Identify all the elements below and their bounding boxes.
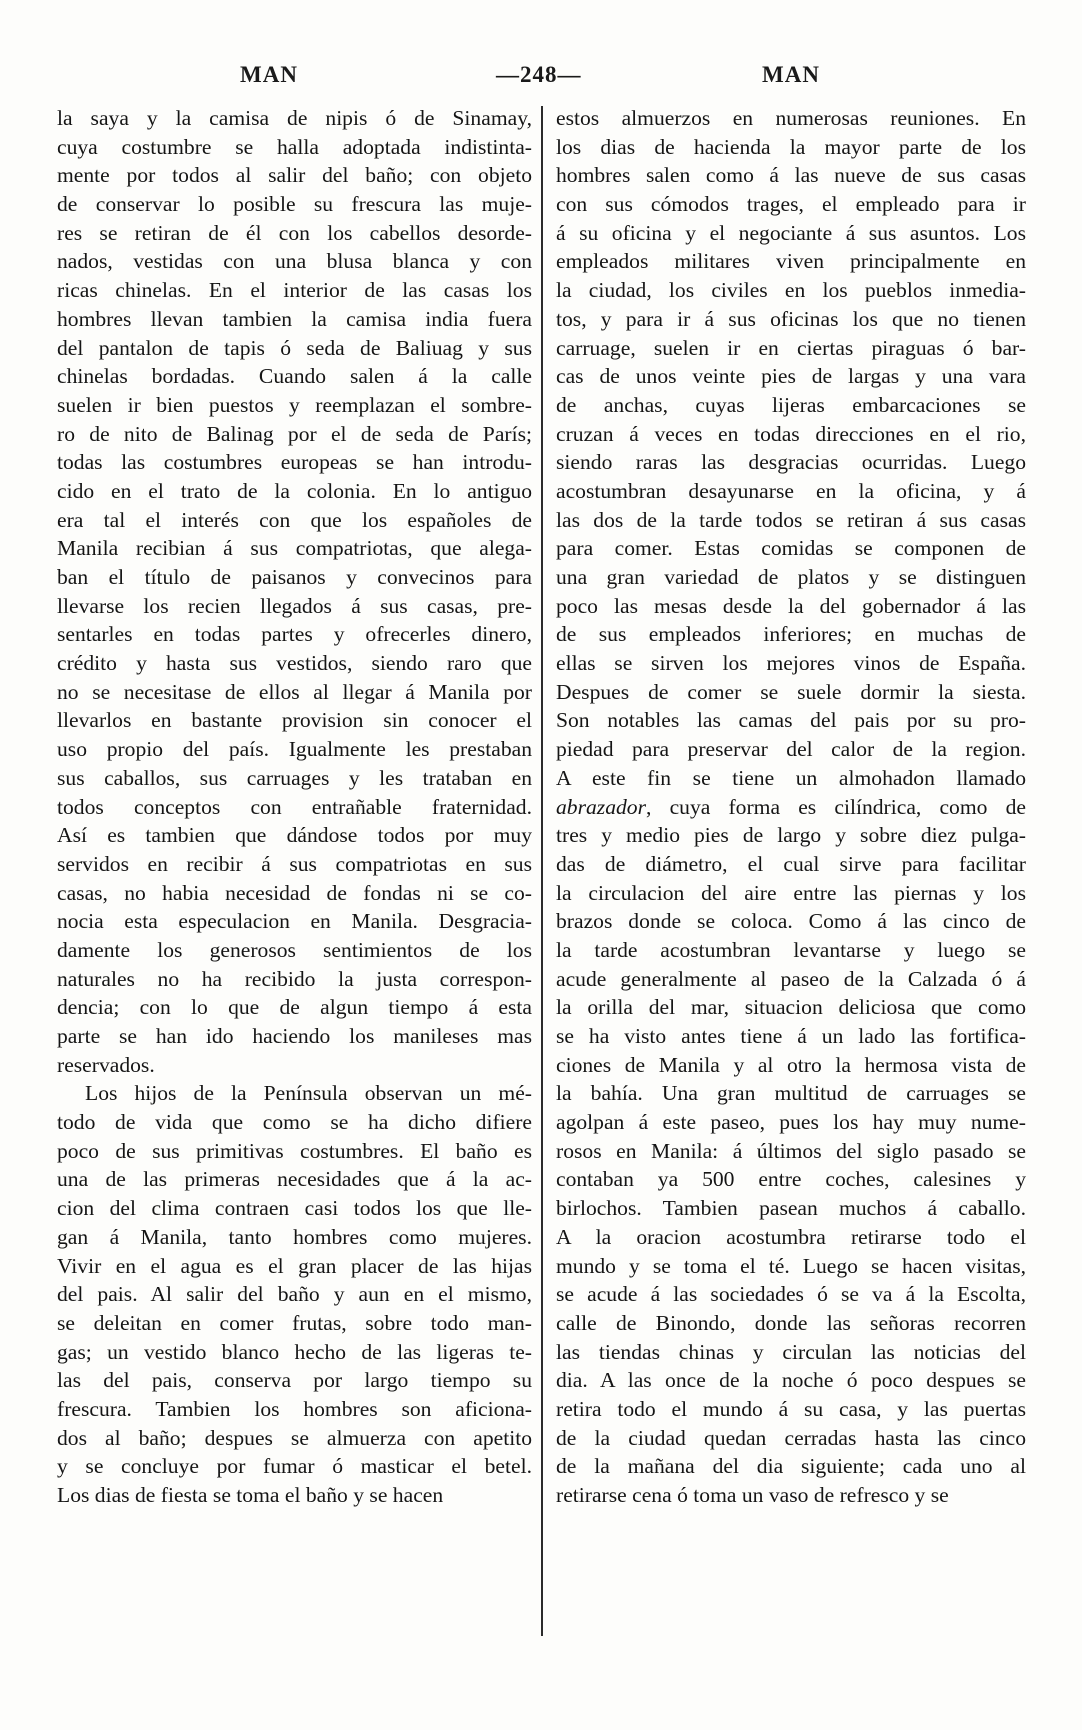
text-line: la orilla del mar, situacion deliciosa que como — [556, 995, 1026, 1020]
text-line: carruage, suelen ir en ciertas piraguas ó bar- — [556, 335, 1026, 360]
text-line: del pais. Al salir del baño y aun en el mismo, — [57, 1282, 532, 1307]
text-line: las tiendas chinas y circulan las noticias del — [556, 1339, 1026, 1364]
left-text-column — [57, 104, 532, 1510]
text-line: empleados militares viven principalmente en — [556, 249, 1026, 274]
text-line: llevarlos en bastante provision sin conocer el — [57, 708, 532, 733]
text-line: servidos en recibir á sus compatriotas en sus — [57, 851, 532, 876]
text-line: retirarse cena ó toma un vaso de refresco y se — [556, 1483, 949, 1507]
text-line: Manila recibian á sus compatriotas, que alega- — [57, 536, 532, 561]
text-line: la tarde acostumbran levantarse y luego se — [556, 937, 1026, 962]
text-line: res se retiran de él con los cabellos desorde- — [57, 220, 532, 245]
text-line: mente por todos al salir del baño; con objeto — [57, 163, 532, 188]
text-line: Así es tambien que dándose todos por muy — [57, 823, 532, 848]
text-line: de sus empleados inferiores; en muchas de — [556, 622, 1026, 647]
italic-term: abrazador — [556, 794, 646, 819]
text-line: se deleitan en comer frutas, sobre todo man- — [57, 1310, 532, 1335]
text-line: sentarles en todas partes y ofrecerles dinero, — [57, 622, 532, 647]
text-line: se ha visto antes tiene á un lado las fortifica- — [556, 1024, 1026, 1048]
text-line: Vivir en el agua es el gran placer de las hijas — [57, 1253, 532, 1278]
text-line: Son notables las camas del pais por su pro- — [556, 708, 1026, 733]
text-line: llevarse los recien llegados á sus casas, pre- — [57, 593, 532, 618]
text-line: la circulacion del aire entre las piernas y los — [556, 880, 1026, 905]
text-line: damente los generosos sentimientos de los — [57, 937, 532, 962]
text-line: suelen ir bien puestos y reemplazan el sombre- — [57, 392, 532, 417]
text-line: dia. A las once de la noche ó poco despues se — [556, 1368, 1026, 1393]
text-line: A este fin se tiene un almohadon llamado — [556, 765, 1026, 790]
text-line: casas, no habia necesidad de fondas ni se co- — [57, 880, 532, 905]
text-line: no se necesitase de ellos al llegar á Manila por — [57, 679, 532, 704]
text-line: las del pais, conserva por largo tiempo su — [57, 1368, 532, 1393]
text-line: dos al baño; despues se almuerza con apetito — [57, 1425, 532, 1450]
text-line: crédito y hasta sus vestidos, siendo raro que — [57, 651, 532, 676]
text-line: Los hijos de la Península observan un mé- — [85, 1081, 532, 1106]
header-right-keyword: MAN — [762, 62, 820, 87]
text-line: siendo raras las desgracias ocurridas. Luego — [556, 450, 1026, 475]
text-line: Los dias de fiesta se toma el baño y se hacen — [57, 1483, 444, 1507]
text-line: acude generalmente al paseo de la Calzada ó á — [556, 966, 1026, 991]
text-line: A la oracion acostumbra retirarse todo el — [556, 1224, 1026, 1249]
page-number: —248— — [496, 62, 582, 87]
text-line: gas; un vestido blanco hecho de las ligeras te- — [57, 1339, 532, 1364]
text-line: frescura. Tambien los hombres son aficiona- — [57, 1396, 532, 1421]
text-line: la bahía. Una gran multitud de carruages se — [556, 1081, 1026, 1106]
text-line: chinelas bordadas. Cuando salen á la calle — [57, 364, 532, 389]
text-line: acostumbran desayunarse en la oficina, y á — [556, 478, 1026, 503]
text-line: reservados. — [57, 1052, 155, 1077]
text-line: todos conceptos con entrañable fraternidad. — [57, 794, 532, 819]
text-line: y se concluye por fumar ó masticar el betel. — [57, 1454, 532, 1479]
italic-line-rest: , cuya forma es cilíndrica, como de — [646, 794, 1026, 819]
text-line: una gran variedad de platos y se distinguen — [556, 565, 1026, 589]
text-line: hombres llevan tambien la camisa india fuera — [57, 306, 532, 331]
text-line: de la ciudad quedan cerradas hasta las cinco — [556, 1425, 1026, 1450]
text-line: la saya y la camisa de nipis ó de Sinamay, — [57, 106, 532, 130]
text-line: se acude á las sociedades ó se va á la Escolta, — [556, 1282, 1026, 1307]
text-line: para comer. Estas comidas se componen de — [556, 536, 1026, 561]
text-line: los dias de hacienda la mayor parte de los — [556, 134, 1026, 159]
text-line: calle de Binondo, donde las señoras recorren — [556, 1310, 1026, 1335]
text-line: brazos donde se coloca. Como á las cinco de — [556, 909, 1026, 934]
text-line: nados, vestidas con una blusa blanca y con — [57, 249, 532, 274]
text-line: á su oficina y el negociante á sus asuntos. Los — [556, 220, 1026, 245]
text-line: la ciudad, los civiles en los pueblos inmedia- — [556, 278, 1026, 303]
text-line: tos, y para ir á sus oficinas los que no tienen — [556, 306, 1026, 331]
text-line: naturales no ha recibido la justa correspon- — [57, 966, 532, 991]
text-line: piedad para preservar del calor de la region. — [556, 737, 1026, 762]
text-line: nocia esta especulacion en Manila. Desgracia- — [57, 909, 532, 934]
text-line: cuya costumbre se halla adoptada indistinta- — [57, 134, 532, 159]
text-line: uso propio del país. Igualmente les prestaban — [57, 737, 532, 762]
text-line: parte se han ido haciendo los manileses mas — [57, 1024, 532, 1048]
text-line: Despues de comer se suele dormir la siesta. — [556, 679, 1026, 704]
text-line: una de las primeras necesidades que á la ac- — [57, 1167, 532, 1192]
text-line: ro de nito de Balinag por el de seda de París; — [57, 421, 532, 446]
text-line: sus caballos, sus carruages y les trataban en — [57, 765, 532, 790]
header-left-keyword: MAN — [240, 62, 298, 87]
text-line: dencia; con lo que de algun tiempo á esta — [57, 995, 532, 1020]
text-line: das de diámetro, el cual sirve para facilitar — [556, 851, 1026, 876]
text-line: ban el título de paisanos y convecinos para — [57, 565, 532, 589]
text-line: mundo y se toma el té. Luego se hacen visitas, — [556, 1253, 1026, 1278]
text-line: de la mañana del dia siguiente; cada uno al — [556, 1454, 1026, 1479]
text-line: era tal el interés con que los españoles de — [57, 507, 532, 532]
text-line: ellas se sirven los mejores vinos de España. — [556, 651, 1026, 676]
text-line: retira todo el mundo á su casa, y las puertas — [556, 1396, 1026, 1421]
text-line: ciones de Manila y al otro la hermosa vista de — [556, 1052, 1026, 1077]
text-line-with-italic — [556, 793, 1026, 822]
text-line: ricas chinelas. En el interior de las casas los — [57, 278, 532, 303]
text-line: cion del clima contraen casi todos los que lle- — [57, 1196, 532, 1221]
text-line: poco de sus primitivas costumbres. El baño es — [57, 1138, 532, 1163]
text-line: cruzan á veces en todas direcciones en el rio, — [556, 421, 1026, 446]
text-line: birlochos. Tambien pasean muchos á caballo. — [556, 1196, 1026, 1221]
text-line: rosos en Manila: á últimos del siglo pasado se — [556, 1138, 1026, 1163]
text-line: poco las mesas desde la del gobernador á las — [556, 593, 1026, 618]
text-line: con sus cómodos trages, el empleado para ir — [556, 192, 1026, 217]
text-line: agolpan á este paseo, pues los hay muy nume- — [556, 1110, 1026, 1135]
text-line: tres y medio pies de largo y sobre diez pulga- — [556, 823, 1026, 848]
text-line: de conservar lo posible su frescura las muje- — [57, 192, 532, 217]
column-divider — [541, 106, 543, 1636]
text-line: contaban ya 500 entre coches, calesines y — [556, 1167, 1026, 1192]
text-line: de anchas, cuyas lijeras embarcaciones se — [556, 392, 1026, 417]
text-line: gan á Manila, tanto hombres como mujeres. — [57, 1224, 532, 1249]
text-line: cas de unos veinte pies de largas y una vara — [556, 364, 1026, 389]
text-line: todo de vida que como se ha dicho difiere — [57, 1110, 532, 1135]
text-line: cido en el trato de la colonia. En lo antiguo — [57, 478, 532, 503]
right-text-column — [556, 104, 1026, 1510]
text-line: hombres salen como á las nueve de sus casas — [556, 163, 1026, 188]
text-line: estos almuerzos en numerosas reuniones. En — [556, 106, 1026, 130]
text-line: del pantalon de tapis ó seda de Baliuag y sus — [57, 335, 532, 360]
text-line: todas las costumbres europeas se han introdu- — [57, 450, 532, 475]
text-line: las dos de la tarde todos se retiran á sus casas — [556, 507, 1026, 532]
running-header — [0, 62, 1082, 96]
